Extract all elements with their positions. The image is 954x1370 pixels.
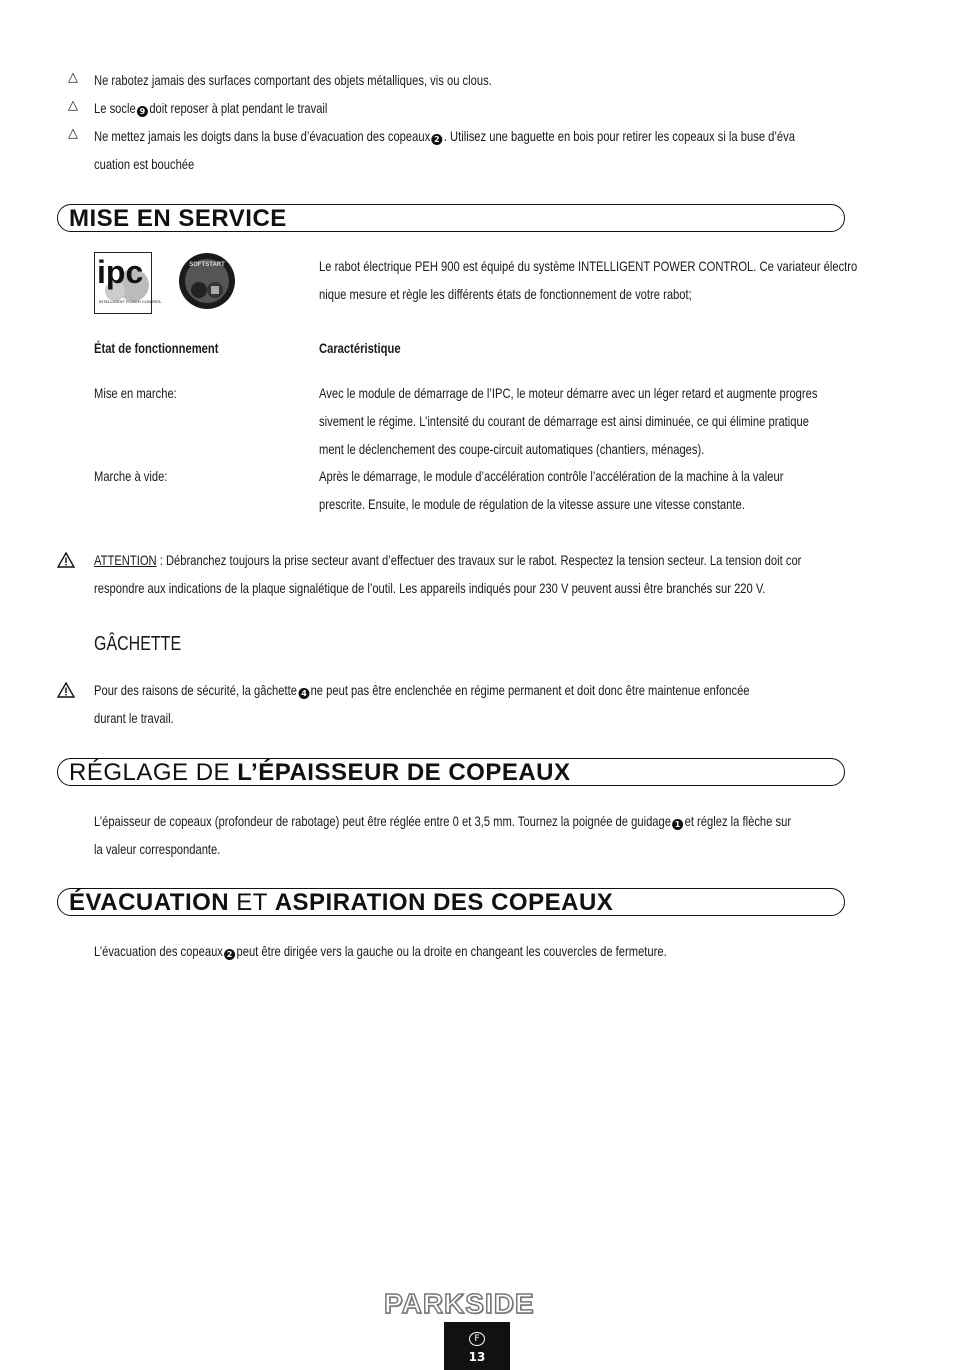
bullet-text: Ne mettez jamais les doigts dans la buse d’évacuation des copeaux 2 . Utilisez une baguette en bois pour retirer les copeaux si la buse d’éva bbox=[94, 128, 795, 144]
reglage-text-continued: la valeur correspondante. bbox=[94, 841, 221, 857]
parkside-logo: PARKSIDE bbox=[384, 1288, 535, 1319]
intro-text: Le rabot électrique PEH 900 est équipé du système INTELLIGENT POWER CONTROL. Ce variateur électro bbox=[319, 258, 858, 274]
ipc-logo-text: ipc bbox=[97, 254, 144, 290]
bullet-triangle-icon: △ bbox=[68, 70, 78, 85]
table-header-state: État de fonctionnement bbox=[94, 340, 219, 356]
section-title: ÉVACUATION ET ASPIRATION DES COPEAUX bbox=[69, 889, 614, 916]
section-heading-mise-en-service bbox=[57, 204, 845, 232]
section-heading-evacuation bbox=[57, 888, 845, 916]
section-title: RÉGLAGE DE L’ÉPAISSEUR DE COPEAUX bbox=[69, 759, 571, 786]
number-badge: 2 bbox=[224, 949, 235, 960]
row-text: Après le démarrage, le module d’accélération contrôle l’accélération de la machine à la valeur bbox=[319, 468, 784, 484]
ipc-logo-subtext: INTELLIGENT POWER CONTROL bbox=[99, 299, 162, 304]
softstart-logo bbox=[177, 252, 237, 310]
row-text: sivement le régime. L’intensité du courant de démarrage est ainsi diminuée, ce qui élimine pratique bbox=[319, 413, 809, 429]
evacuation-text: L’évacuation des copeaux 2 peut être dirigée vers la gauche ou la droite en changeant les couvercles de fermeture. bbox=[94, 943, 667, 959]
row-label-mise-en-marche: Mise en marche: bbox=[94, 385, 177, 401]
attention-label: ATTENTION bbox=[94, 552, 157, 568]
softstart-logo-text: SOFTSTART bbox=[189, 262, 225, 268]
bullet-text: Le socle 9 doit reposer à plat pendant le travail bbox=[94, 100, 328, 116]
row-label-marche-a-vide: Marche à vide: bbox=[94, 468, 168, 484]
attention-text: ATTENTION : Débranchez toujours la prise secteur avant d’effectuer des travaux sur le rabot. Respectez la tension secteur. La tension doit cor bbox=[94, 552, 802, 568]
language-badge: F bbox=[469, 1332, 485, 1346]
bullet-text-continued: cuation est bouchée bbox=[94, 156, 195, 172]
row-text: ment le déclenchement des coupe-circuit automatiques (chantiers, ménages). bbox=[319, 441, 705, 457]
reglage-text: L’épaisseur de copeaux (profondeur de rabotage) peut être réglée entre 0 et 3,5 mm. Tournez la poignée de guidage 1 et réglez la flèche sur bbox=[94, 813, 792, 829]
page-number-box bbox=[444, 1322, 510, 1370]
warning-icon bbox=[57, 682, 75, 703]
number-badge: 9 bbox=[137, 106, 148, 117]
section-title: MISE EN SERVICE bbox=[69, 205, 287, 232]
section-heading-reglage bbox=[57, 758, 845, 786]
bullet-triangle-icon: △ bbox=[68, 98, 78, 113]
number-badge: 2 bbox=[432, 134, 443, 145]
bullet-triangle-icon: △ bbox=[68, 126, 78, 141]
trigger-text: Pour des raisons de sécurité, la gâchette 4 ne peut pas être enclenchée en régime permanent et doit donc être maintenue enfoncée bbox=[94, 682, 750, 698]
number-badge: 4 bbox=[298, 688, 309, 699]
table-header-characteristic: Caractéristique bbox=[319, 340, 401, 356]
subheading-gachette: GÂCHETTE bbox=[94, 633, 182, 655]
row-text: Avec le module de démarrage de l’IPC, le moteur démarre avec un léger retard et augmente progres bbox=[319, 385, 818, 401]
ipc-logo bbox=[94, 252, 162, 314]
number-badge: 1 bbox=[672, 819, 683, 830]
page-number: 13 bbox=[468, 1350, 486, 1364]
trigger-text-continued: durant le travail. bbox=[94, 710, 174, 726]
row-text: prescrite. Ensuite, le module de régulation de la vitesse assure une vitesse constante. bbox=[319, 496, 745, 512]
warning-icon bbox=[57, 552, 75, 573]
attention-text-continued: respondre aux indications de la plaque signalétique de l’outil. Les appareils indiqués pour 230 V peuvent aussi être branchés sur 220 V. bbox=[94, 580, 766, 596]
bullet-text: Ne rabotez jamais des surfaces comportant des objets métalliques, vis ou clous. bbox=[94, 72, 492, 88]
intro-text: nique mesure et règle les différents états de fonctionnement de votre rabot; bbox=[319, 286, 692, 302]
